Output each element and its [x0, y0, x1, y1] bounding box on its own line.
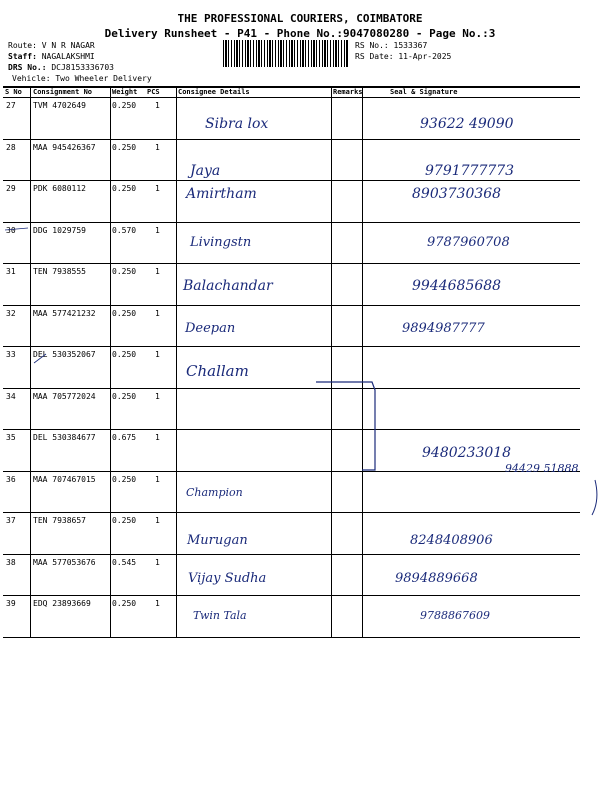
runsheet-title: Delivery Runsheet - P41 - Phone No.:9047080280 - Page No.:3	[104, 27, 496, 40]
row-consignment-no: DEL 530384677	[33, 433, 96, 442]
row-consignee-handwriting: Challam	[186, 362, 249, 380]
row-weight: 0.250	[112, 391, 137, 401]
drs-label: DRS No.:	[8, 63, 47, 72]
row-consignee-handwriting: Amirtham	[186, 186, 257, 202]
row-weight: 0.250	[112, 184, 137, 193]
row-consignment-no: MAA 945426367	[33, 142, 96, 152]
row-consignment-no: MAA 707467015	[33, 474, 96, 484]
row-consignee-handwriting: Murugan	[187, 533, 248, 548]
rs-no-value: 1533367	[393, 41, 428, 50]
row-consignment-no: PDK 6080112	[33, 184, 86, 193]
row-pcs: 1	[155, 267, 160, 276]
row-signature-handwriting: 9480233018	[422, 445, 512, 461]
col-header-remarks: Remarks	[333, 88, 363, 96]
row-weight: 0.250	[112, 142, 137, 152]
row-consignment-no: DDG 1029759	[33, 225, 86, 235]
staff-label: Staff:	[8, 52, 37, 61]
row-consignee-handwriting: Sibra lox	[205, 116, 269, 132]
row-sno: 32	[6, 308, 16, 318]
row-consignment-no: TEN 7938657	[33, 516, 86, 525]
row-weight: 0.570	[112, 225, 137, 235]
drs-value: DCJ8153336703	[51, 63, 114, 72]
row-consignee-handwriting: Twin Tala	[193, 609, 247, 622]
row-pcs: 1	[155, 599, 160, 608]
row-weight: 0.250	[112, 474, 137, 484]
row-pcs: 1	[155, 101, 160, 110]
route-label: Route:	[8, 41, 37, 50]
row-weight: 0.250	[112, 599, 137, 608]
staff-value: NAGALAKSHMI	[41, 52, 95, 61]
col-header-consignment: Consignment No	[33, 88, 93, 96]
row-pcs: 1	[155, 433, 160, 442]
rs-no-label: RS No.:	[355, 41, 389, 50]
row-sno: 29	[6, 184, 16, 193]
row-pcs: 1	[155, 142, 160, 152]
col-header-pcs: PCS	[147, 88, 160, 96]
col-header-sno: S No	[5, 88, 22, 96]
row-signature-handwriting: 8248408906	[410, 533, 493, 548]
row-sno: 33	[6, 350, 16, 359]
vehicle-label: Vehicle:	[12, 74, 51, 83]
row-pcs: 1	[155, 516, 160, 525]
row-sno: 27	[6, 101, 16, 110]
row-pcs: 1	[155, 308, 160, 318]
row-sno: 34	[6, 391, 16, 401]
row-pcs: 1	[155, 225, 160, 235]
row-consignment-no: TEN 7938555	[33, 267, 86, 276]
row-weight: 0.250	[112, 308, 137, 318]
row-pcs: 1	[155, 391, 160, 401]
col-header-weight: Weight	[112, 88, 138, 96]
row-consignee-handwriting: Balachandar	[183, 278, 273, 294]
row-consignment-no: TVM 4702649	[33, 101, 86, 110]
row-signature-handwriting: 8903730368	[412, 186, 502, 202]
row-pcs: 1	[155, 350, 160, 359]
row-pcs: 1	[155, 184, 160, 193]
row-consignment-no: DEL 530352067	[33, 350, 96, 359]
row-signature-handwriting: 9791777773	[425, 162, 515, 179]
row-consignment-no: EDQ 23893669	[33, 599, 91, 608]
company-title: THE PROFESSIONAL COURIERS, COIMBATORE	[177, 12, 423, 25]
row-consignee-handwriting: Vijay Sudha	[188, 570, 267, 586]
row-signature-handwriting: 9788867609	[420, 609, 490, 622]
col-header-seal-signature: Seal & Signature	[390, 88, 458, 96]
row-consignee-handwriting: Deepan	[185, 320, 236, 336]
row-signature-handwriting: 94429 51888	[505, 461, 579, 475]
row-consignment-no: MAA 577421232	[33, 308, 96, 318]
row-sno: 36	[6, 474, 16, 484]
row-sno: 30	[6, 225, 16, 235]
row-sno: 37	[6, 516, 16, 525]
row-weight: 0.675	[112, 433, 137, 442]
row-consignment-no: MAA 577053676	[33, 557, 96, 567]
col-header-consignee: Consignee Details	[178, 88, 250, 96]
row-weight: 0.250	[112, 350, 137, 359]
row-signature-handwriting: 93622 49090	[420, 116, 514, 132]
rs-date-value: 11-Apr-2025	[398, 52, 452, 61]
route-value: V N R NAGAR	[41, 41, 95, 50]
row-sno: 31	[6, 267, 16, 276]
row-sno: 28	[6, 142, 16, 152]
row-consignee-handwriting: Jaya	[190, 162, 221, 179]
row-pcs: 1	[155, 557, 160, 567]
row-weight: 0.545	[112, 557, 137, 567]
row-weight: 0.250	[112, 267, 137, 276]
row-signature-handwriting: 9894889668	[395, 570, 478, 586]
row-consignment-no: MAA 705772024	[33, 391, 96, 401]
row-weight: 0.250	[112, 516, 137, 525]
row-consignee-handwriting: Champion	[186, 485, 243, 499]
row-pcs: 1	[155, 474, 160, 484]
row-signature-handwriting: 9894987777	[402, 320, 485, 336]
row-consignee-handwriting: Livingstn	[190, 234, 252, 250]
row-sno: 35	[6, 433, 16, 442]
row-sno: 39	[6, 599, 16, 608]
row-signature-handwriting: 9787960708	[427, 234, 510, 250]
vehicle-value: Two Wheeler Delivery	[55, 74, 152, 83]
row-weight: 0.250	[112, 101, 137, 110]
row-sno: 38	[6, 557, 16, 567]
row-signature-handwriting: 9944685688	[412, 278, 502, 294]
rs-date-label: RS Date:	[355, 52, 394, 61]
